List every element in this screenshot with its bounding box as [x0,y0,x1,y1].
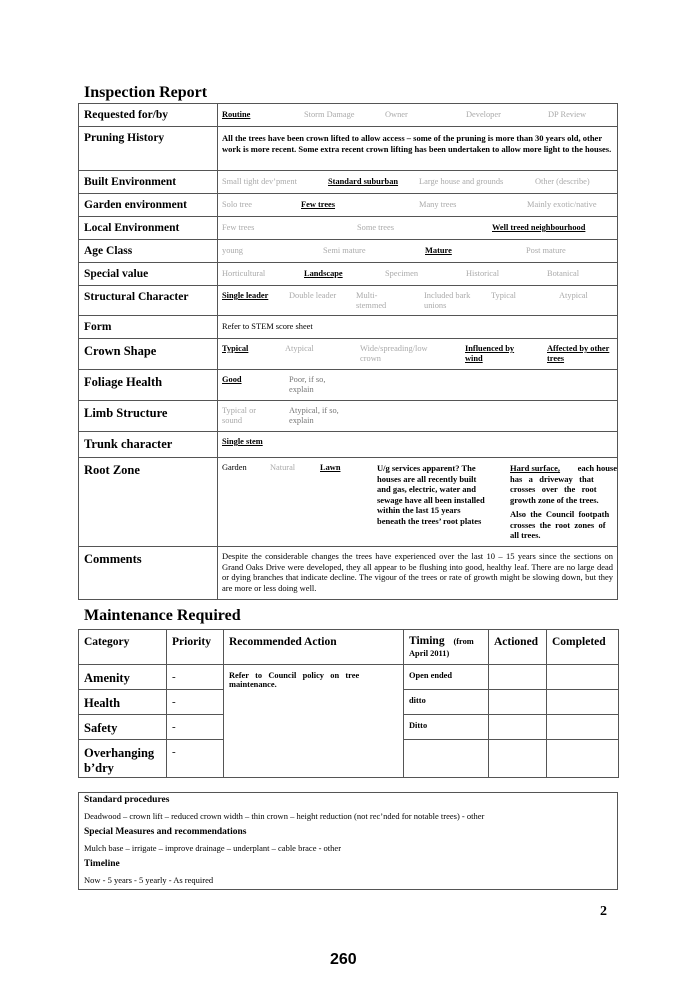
foliage-options [218,370,618,401]
root-label: Root Zone [79,458,218,547]
option-garden: Garden [222,463,247,472]
header-actioned: Actioned [489,630,547,665]
option-routine: Routine [222,110,251,119]
requested-label: Requested for/by [79,104,218,127]
row-health-category: Health [79,690,167,715]
crown-label: Crown Shape [79,339,218,370]
age-label: Age Class [79,240,218,263]
pruning-cell [218,127,618,171]
option-mature: Mature [425,246,452,255]
trunk-label: Trunk character [79,432,218,458]
option-limb-explain: explain [289,416,314,425]
option-historical: Historical [466,269,500,278]
option-structural-typical: Typical [491,291,516,300]
trunk-options [218,432,618,458]
option-botanical: Botanical [547,269,580,278]
crown-options [218,339,618,370]
special-label: Special value [79,263,218,286]
form-text: Refer to STEM score sheet [222,322,313,331]
row-overhanging-actioned [489,740,547,778]
pruning-text: All the trees have been crown lifted to allow access – some of the pruning is more than 30 years old, other work is more recent. Some extra recent crown lifting has been undertaken to allow more light to the houses. [222,133,612,154]
option-unions: unions [424,301,447,310]
option-landscape: Landscape [304,269,343,278]
option-influenced-wind: wind [465,354,483,363]
option-multi: Multi- [356,291,378,300]
option-sound: sound [222,416,243,425]
option-structural-atypical: Atypical [559,291,588,300]
root-cell [218,458,618,547]
option-single-stem: Single stem [222,437,263,446]
option-poor-explain: explain [289,385,314,394]
option-typical-or: Typical or [222,406,257,415]
option-natural: Natural [270,463,296,472]
built-label: Built Environment [79,171,218,194]
row-overhanging-priority: - [167,740,224,778]
garden-options [218,194,618,217]
row-health-timing: ditto [404,690,489,715]
row-overhanging-timing [404,740,489,778]
option-standard-suburban: Standard suburban [328,177,399,186]
standard-procedures-box [78,792,618,890]
inspection-table [78,103,618,600]
option-large-house: Large house and grounds [419,177,504,186]
option-post-mature: Post mature [526,246,566,255]
root-services-text: U/g services apparent? The houses are all recently built and gas, electric, water and sewage have all been installed within the last 15 years beneath the trees’ root plates [377,463,485,526]
maintenance-title: Maintenance Required [84,607,241,624]
age-options [218,240,618,263]
option-horticultural: Horticultural [222,269,266,278]
option-young: young [222,246,243,255]
row-overhanging-completed [547,740,619,778]
option-lawn: Lawn [320,463,341,472]
header-priority: Priority [167,630,224,665]
option-poor: Poor, if so, [289,375,326,384]
option-specimen: Specimen [385,269,419,278]
built-options [218,171,618,194]
row-amenity-priority: - [167,665,224,690]
option-influenced-by: Influenced by [465,344,515,353]
header-category: Category [79,630,167,665]
row-amenity-actioned [489,665,547,690]
special-measures-title: Special Measures and recommendations [84,827,247,837]
option-included-bark: Included bark [424,291,471,300]
maintenance-table [78,629,619,778]
option-well-treed: Well treed neighbourhood [492,223,586,232]
footer-page-number: 260 [330,951,357,968]
option-many-trees: Many trees [419,200,457,209]
row-health-priority: - [167,690,224,715]
option-wide-crown: crown [360,354,381,363]
page-number: 2 [600,904,607,919]
header-timing: Timing (from April 2011) [404,630,489,665]
form-label: Form [79,316,218,339]
option-local-few-trees: Few trees [222,223,255,232]
limb-options [218,401,618,432]
option-good: Good [222,375,242,384]
structural-options [218,286,618,316]
standard-procedures-text: Deadwood – crown lift – reduced crown width – thin crown – height reduction (not rec’nded for notable trees) - other [84,811,485,821]
option-storm-damage: Storm Damage [304,110,355,119]
header-recommended-action: Recommended Action [224,630,404,665]
row-overhanging-category: Overhanging b’dry [79,740,167,778]
option-affected-trees: trees [547,354,565,363]
row-health-actioned [489,690,547,715]
row-safety-priority: - [167,715,224,740]
option-dp-review: DP Review [548,110,587,119]
option-solo-tree: Solo tree [222,200,253,209]
special-measures-text: Mulch base – irrigate – improve drainage – underplant – cable brace - other [84,843,342,853]
requested-options [218,104,618,127]
comments-cell [218,547,618,600]
row-safety-category: Safety [79,715,167,740]
row-amenity-category: Amenity [79,665,167,690]
option-other-describe: Other (describe) [535,177,590,186]
option-owner: Owner [385,110,408,119]
row-safety-timing: Ditto [404,715,489,740]
inspection-report-title: Inspection Report [84,84,208,101]
row-safety-completed [547,715,619,740]
comments-label: Comments [79,547,218,600]
root-hard-surface-text: Hard surface, each house has a driveway that crosses over the root growth zone of the trees. Also the Council footpath crosses the root zones of all trees. [510,463,617,540]
option-crown-typical: Typical [222,344,249,353]
garden-label: Garden environment [79,194,218,217]
pruning-label: Pruning History [79,127,218,171]
option-semi-mature: Semi mature [323,246,366,255]
row-health-completed [547,690,619,715]
row-amenity-timing: Open ended [404,665,489,690]
row-amenity-completed [547,665,619,690]
standard-procedures-title: Standard procedures [84,795,170,805]
option-some-trees: Some trees [357,223,394,232]
special-options [218,263,618,286]
option-double-leader: Double leader [289,291,337,300]
option-single-leader: Single leader [222,291,269,300]
header-completed: Completed [547,630,619,665]
foliage-label: Foliage Health [79,370,218,401]
local-options [218,217,618,240]
timeline-title: Timeline [84,859,120,869]
comments-text: Despite the considerable changes the trees have experienced over the last 10 – 15 years since the sections on Grand Oaks Drive were developed, they all appear to be flushing into good, healthy leaf. There are no large dead or dying branches that indicate decline. The vigour of the trees or rate of growth might be slowing down, but they are more or less doing well. [222,551,613,593]
option-affected-by-other: Affected by other [547,344,610,353]
option-stemmed: stemmed [356,301,387,310]
structural-label: Structural Character [79,286,218,316]
option-wide-spreading: Wide/spreading/low [360,344,428,353]
option-few-trees: Few trees [301,200,336,209]
option-small-tight: Small tight dev’pment [222,177,297,186]
option-developer: Developer [466,110,501,119]
limb-label: Limb Structure [79,401,218,432]
option-limb-atypical: Atypical, if so, [289,406,339,415]
timeline-text: Now - 5 years - 5 yearly - As required [84,875,214,885]
row-safety-actioned [489,715,547,740]
option-mainly-exotic: Mainly exotic/native [527,200,597,209]
recommended-action-text: Refer to Council policy on tree maintenance. [224,665,404,778]
local-label: Local Environment [79,217,218,240]
option-crown-atypical: Atypical [285,344,314,353]
form-cell [218,316,618,339]
